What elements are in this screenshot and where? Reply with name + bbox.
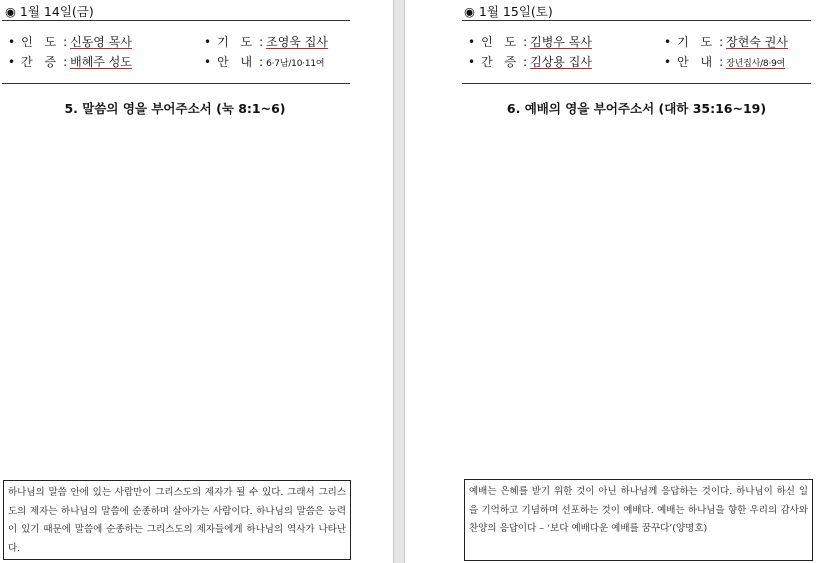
- page-gutter: [393, 0, 405, 563]
- leader-label: 인 도: [481, 35, 521, 49]
- guide-name: 장년집사/8·9여: [726, 59, 786, 69]
- date-text: 1월 15일(토): [478, 4, 553, 19]
- divider: [2, 83, 350, 84]
- circle-target-icon: ◉: [5, 4, 16, 19]
- testimony-label: 간 증: [481, 55, 521, 69]
- section-title: 5. 말씀의 영을 부어주소서 (눅 8:1~6): [64, 101, 286, 116]
- bullet-icon: •: [8, 55, 16, 69]
- bullet-icon: •: [664, 55, 672, 69]
- colon: :: [523, 35, 528, 49]
- colon: :: [719, 55, 724, 69]
- testimony-name: 김상용 집사: [530, 55, 592, 69]
- meditation-box: [464, 479, 813, 561]
- testimony-label: 간 증: [21, 55, 61, 69]
- bullet-icon: •: [664, 35, 672, 49]
- leader-name: 신동영 목사: [70, 35, 132, 49]
- date-heading: [5, 2, 94, 20]
- colon: :: [719, 35, 724, 49]
- left-page: [0, 0, 393, 563]
- bullet-icon: •: [8, 35, 16, 49]
- bullet-icon: •: [204, 55, 212, 69]
- divider: [462, 20, 811, 21]
- bullet-icon: •: [468, 35, 476, 49]
- date-heading: [464, 2, 553, 20]
- bullet-icon: •: [468, 55, 476, 69]
- colon: :: [63, 55, 68, 69]
- leader-label: 인 도: [21, 35, 61, 49]
- leader-name: 김병우 목사: [530, 35, 592, 49]
- prayer-line: [664, 33, 788, 50]
- right-page: [405, 0, 818, 563]
- meditation-box: [3, 480, 351, 560]
- colon: :: [63, 35, 68, 49]
- circle-target-icon: ◉: [464, 4, 475, 19]
- prayer-label: 기 도: [677, 35, 717, 49]
- testimony-name: 배혜주 성도: [70, 55, 132, 69]
- divider: [2, 20, 350, 21]
- prayer-name: 장현숙 권사: [726, 35, 788, 49]
- meditation-text: 예배는 은혜를 받기 위한 것이 아닌 하나님께 응답하는 것이다. 하나님이 하신 일을 기억하고 기념하며 선포하는 것이 예배다. 예배는 하나님을 향한 우리의 감사와 찬양의 응답이다 – ‘보다 예배다운 예배를 꿈꾸다’(양명호): [469, 486, 808, 534]
- leader-line: [468, 33, 592, 50]
- colon: :: [523, 55, 528, 69]
- testimony-line: [468, 53, 592, 70]
- bullet-icon: •: [204, 35, 212, 49]
- date-text: 1월 14일(금): [19, 4, 94, 19]
- prayer-name: 조영욱 집사: [266, 35, 328, 49]
- prayer-line: [204, 33, 328, 50]
- divider: [462, 83, 811, 84]
- guide-label: 안 내: [677, 55, 717, 69]
- guide-line: [664, 53, 785, 70]
- meditation-text: 하나님의 말씀 안에 있는 사람만이 그리스도의 제자가 될 수 있다. 그래서 그리스도의 제자는 하나님의 말씀에 순종하며 살아가는 사람이다. 하나님의 말씀은 능력이 있기 때문에 말씀에 순종하는 그리스도의 제자들에게 하나님의 역사가 나타난다.: [8, 487, 346, 554]
- testimony-line: [8, 53, 132, 70]
- colon: :: [259, 55, 264, 69]
- guide-line: [204, 53, 324, 70]
- guide-label: 안 내: [217, 55, 257, 69]
- guide-name: 6·7남/10·11여: [266, 59, 325, 69]
- leader-line: [8, 33, 132, 50]
- colon: :: [259, 35, 264, 49]
- section-title: 6. 예배의 영을 부어주소서 (대하 35:16~19): [506, 101, 767, 116]
- prayer-label: 기 도: [217, 35, 257, 49]
